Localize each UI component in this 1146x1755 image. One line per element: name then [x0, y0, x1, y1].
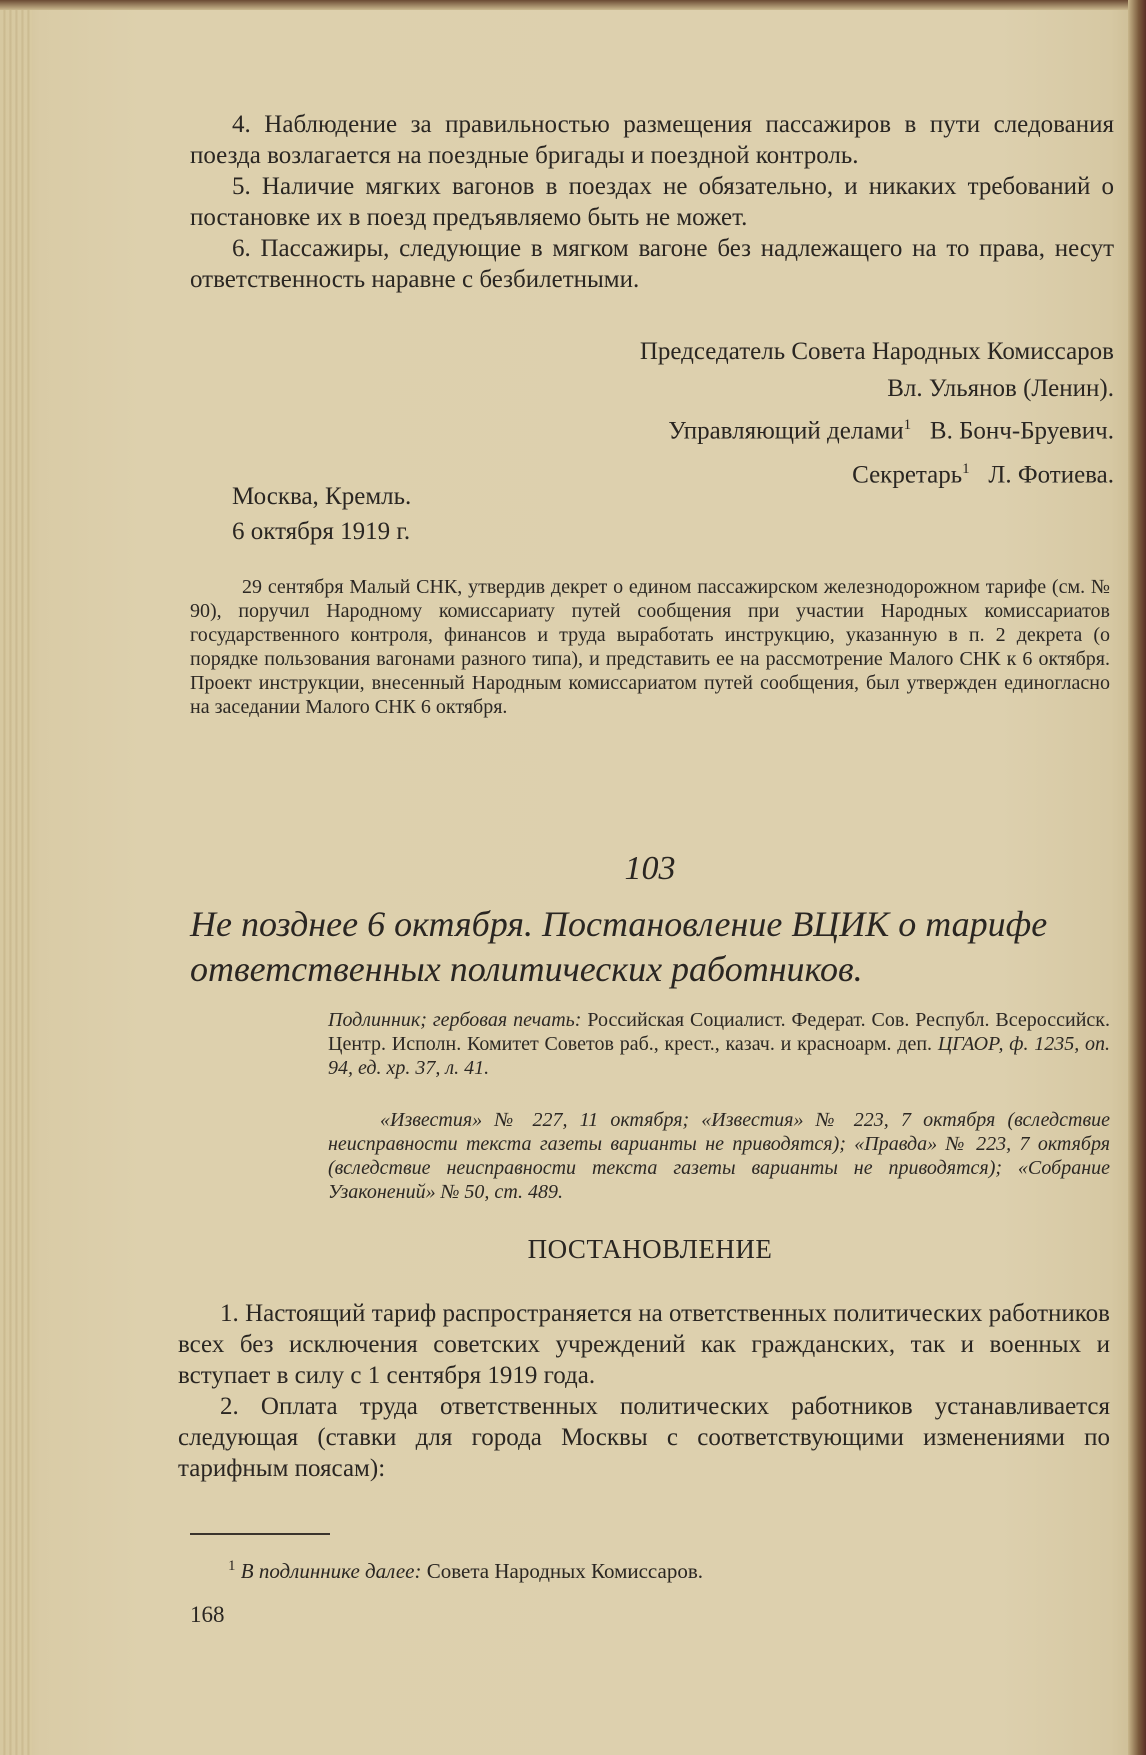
- date: 6 октября 1919 г.: [232, 518, 411, 545]
- signature-secretary: [600, 454, 1114, 490]
- footnote: [228, 1553, 703, 1584]
- footnote-marker: 1: [962, 461, 970, 477]
- chair-title: Председатель Совета Народных Комиссаров: [639, 338, 1114, 365]
- signature-manager: [488, 410, 1114, 446]
- document-publications: [328, 1108, 1110, 1204]
- manager-name: В. Бонч-Бруевич.: [929, 417, 1114, 445]
- footnote-number: 1: [228, 1558, 236, 1574]
- signature-chair: [440, 333, 1114, 407]
- book-spine-edge: [0, 0, 32, 1755]
- page-number: 168: [190, 1602, 225, 1627]
- source2-text: «Известия» № 227, 11 октября; «Известия» № 223, 7 октября (вследствие неисправности текста газеты варианты не приводятся); «Правда» № 223, 7 октября (вследствие неисправности текста газеты варианты не приводятся); «Собрание Узаконений» № 50, ст. 489.: [328, 1109, 1110, 1203]
- resolution-paragraph-1: 1. Настоящий тариф распространяется на ответственных политических работников всех без исключения советских учреждений как гражданских, так и военных и вступает в силу с 1 сентября 1919 года.: [178, 1300, 1110, 1389]
- resolution-paragraphs: [178, 1298, 1110, 1484]
- book-cover-edge: [1128, 0, 1146, 1755]
- secretary-title: Секретарь: [852, 461, 963, 489]
- chair-name: Вл. Ульянов (Ленин).: [887, 375, 1114, 402]
- place: Москва, Кремль.: [232, 483, 412, 510]
- document-sources: [328, 1008, 1110, 1080]
- footnote-marker: 1: [903, 417, 912, 433]
- section-heading: ПОСТАНОВЛЕНИЕ: [527, 1234, 773, 1264]
- paragraph-6: 6. Пассажиры, следующие в мягком вагоне без надлежащего на то права, несут ответственность наравне с безбилетными.: [190, 235, 1114, 293]
- place-date: [232, 479, 632, 549]
- document-title: Не позднее 6 октября. Постановление ВЦИК о тарифе ответственных политических работников.: [190, 904, 1048, 989]
- resolution-paragraph-2: 2. Оплата труда ответственных политических работников устанавливается следующая (ставки для города Москвы с соответствующими изменениями по тарифным поясам):: [178, 1393, 1110, 1482]
- source1-text: Российская Социалист. Федерат. Сов. Республ. Всероссийск. Центр. Исполн. Комитет Советов раб., крест., казач. и красноарм. деп.: [328, 1009, 1111, 1055]
- source1-label: Подлинник; гербовая печать:: [328, 1009, 582, 1031]
- paragraph-5: 5. Наличие мягких вагонов в поездах не обязательно, и никаких требований о постановке их в поезд предъявляемо быть не может.: [190, 173, 1114, 231]
- footnote-label: В подлиннике далее:: [240, 1559, 422, 1583]
- footnote-text: Совета Народных Комиссаров.: [426, 1559, 703, 1583]
- editorial-note: [190, 575, 1110, 719]
- footnote-divider: [190, 1533, 330, 1535]
- document-number: 103: [624, 850, 676, 887]
- editorial-note-text: 29 сентября Малый СНК, утвердив декрет о едином пассажирском железнодорожном тарифе (см. № 90), поручил Народному комиссариату путей сообщения при участии Народных комиссариатов государственного контроля, финансов и труда выработать инструкцию, указанную в п. 2 декрета (о порядке пользования вагонами разного типа), и представить ее на рассмотрение Малого СНК к 6 октября. Проект инструкции, внесенный Народным комиссариатом путей сообщения, был утвержден единогласно на заседании Малого СНК 6 октября.: [190, 576, 1110, 718]
- top-paragraphs: [190, 109, 1114, 295]
- page-top-edge: [0, 0, 1146, 10]
- source1-archive: ЦГАОР, ф. 1235, оп. 94, ед. хр. 37, л. 41.: [328, 1033, 1111, 1079]
- paragraph-4: 4. Наблюдение за правильностью размещения пассажиров в пути следования поезда возлагается на поездные бригады и поездной контроль.: [190, 111, 1114, 169]
- secretary-name: Л. Фотиева.: [988, 461, 1114, 489]
- manager-title: Управляющий делами: [668, 417, 904, 445]
